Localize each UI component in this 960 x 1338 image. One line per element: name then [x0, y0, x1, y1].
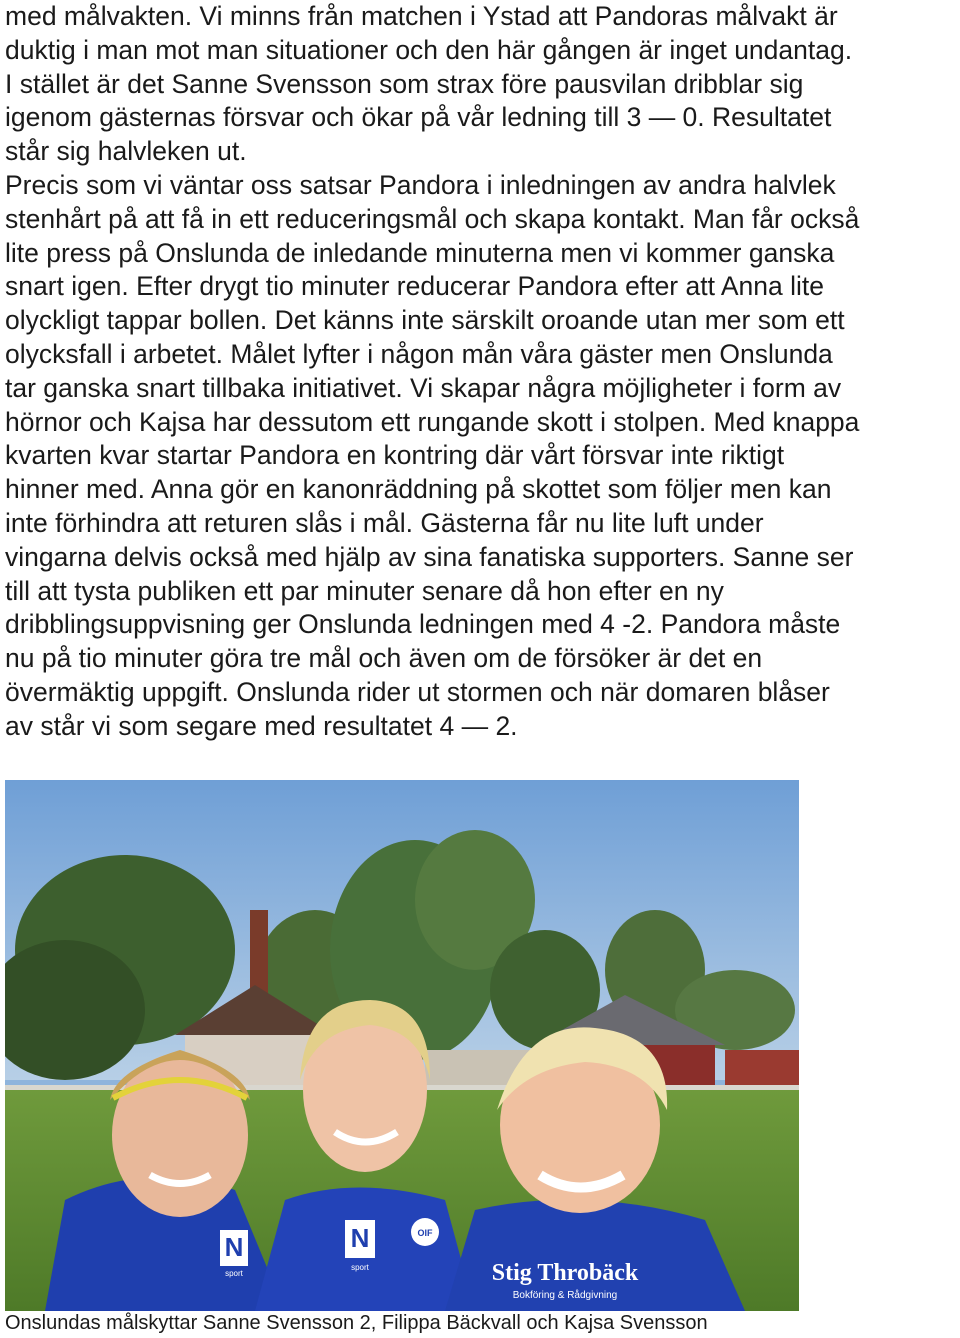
svg-text:OIF: OIF [417, 1228, 433, 1238]
article-line: lite press på Onslunda de inledande minuterna men vi kommer ganska [5, 237, 835, 268]
jersey-text: sport [225, 1269, 243, 1278]
article-line: dribblingsuppvisning ger Onslunda ledningen med 4 -2. Pandora måste [5, 609, 841, 640]
article-line: hinner med. Anna gör en kanonräddning på skottet som följer men kan [5, 474, 832, 505]
article-line: I stället är det Sanne Svensson som strax före pausvilan dribblar sig [5, 68, 804, 99]
svg-text:N: N [350, 1223, 370, 1253]
article-line: står sig halvleken ut. [5, 136, 247, 167]
article-line: vingarna delvis också med hjälp av sina fanatiska supporters. Sanne ser [5, 541, 854, 572]
jersey-sponsor: Stig Throbäck [491, 1260, 639, 1286]
article-line: Precis som vi väntar oss satsar Pandora i inledningen av andra halvlek [5, 169, 836, 200]
team-photo [5, 780, 799, 1311]
photo-caption: Onslundas målskyttar Sanne Svensson 2, Filippa Bäckvall och Kajsa Svensson [5, 1312, 708, 1334]
article-line: olyckligt tappar bollen. Det känns inte särskilt oroande utan mer som ett [5, 305, 845, 336]
article-line: inte förhindra att returen slås i mål. Gästerna får nu lite luft under [5, 507, 764, 538]
article-line: av står vi som segare med resultatet 4 — 2. [5, 710, 518, 741]
article-line: övermäktig uppgift. Onslunda rider ut stormen och när domaren blåser [5, 676, 830, 707]
article-line: nu på tio minuter göra tre mål och även om de försöker är det en [5, 643, 763, 674]
article-line: snart igen. Efter drygt tio minuter reducerar Pandora efter att Anna lite [5, 271, 824, 302]
article-line: kvarten kvar startar Pandora en kontring där vårt försvar inte riktigt [5, 440, 785, 471]
jersey-text: sport [351, 1263, 369, 1272]
article-line: stenhårt på att få in ett reduceringsmål och skapa kontakt. Man får också [5, 203, 860, 234]
article-line: hörnor och Kajsa har dessutom ett rungande skott i stolpen. Med knappa [5, 406, 860, 437]
article-body [5, 0, 957, 744]
svg-text:N: N [224, 1232, 244, 1262]
article-line: igenom gästernas försvar och ökar på vår ledning till 3 — 0. Resultatet [5, 102, 832, 133]
article-line: olycksfall i arbetet. Målet lyfter i någon mån våra gäster men Onslunda [5, 338, 833, 369]
article-line: duktig i man mot man situationer och den här gången är inget undantag. [5, 34, 853, 65]
article-line: med målvakten. Vi minns från matchen i Ystad att Pandoras målvakt är [5, 1, 838, 31]
jersey-sponsor-sub: Bokföring & Rådgivning [512, 1290, 618, 1301]
article-line: tar ganska snart tillbaka initiativet. Vi skapar några möjligheter i form av [5, 372, 842, 403]
article-line: till att tysta publiken ett par minuter senare då hon efter en ny [5, 575, 724, 606]
